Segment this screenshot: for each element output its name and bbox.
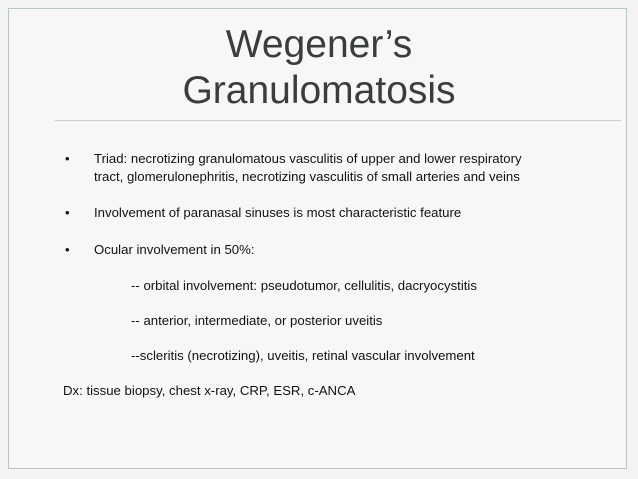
sub-item-orbital: -- orbital involvement: pseudotumor, cellulitis, dacryocystitis [131, 278, 477, 293]
diagnosis-line: Dx: tissue biopsy, chest x-ray, CRP, ESR, c-ANCA [63, 383, 356, 398]
sub-item-scleritis: --scleritis (necrotizing), uveitis, retinal vascular involvement [131, 348, 475, 363]
bullet-text-line: tract, glomerulonephritis, necrotizing vasculitis of small arteries and veins [94, 169, 520, 184]
slide-title [0, 22, 638, 114]
bullet-text-line: Involvement of paranasal sinuses is most characteristic feature [94, 205, 462, 220]
title-line-2: Granulomatosis [182, 69, 456, 112]
bullet-symbol: • [65, 151, 70, 166]
sub-item-uveitis: -- anterior, intermediate, or posterior uveitis [131, 313, 383, 328]
bullet-text-line: Triad: necrotizing granulomatous vasculitis of upper and lower respiratory [94, 151, 522, 166]
title-line-1: Wegener’s [225, 23, 413, 66]
bullet-symbol: • [65, 242, 70, 257]
bullet-text-line: Ocular involvement in 50%: [94, 242, 255, 257]
title-divider [55, 120, 621, 121]
bullet-symbol: • [65, 205, 70, 220]
